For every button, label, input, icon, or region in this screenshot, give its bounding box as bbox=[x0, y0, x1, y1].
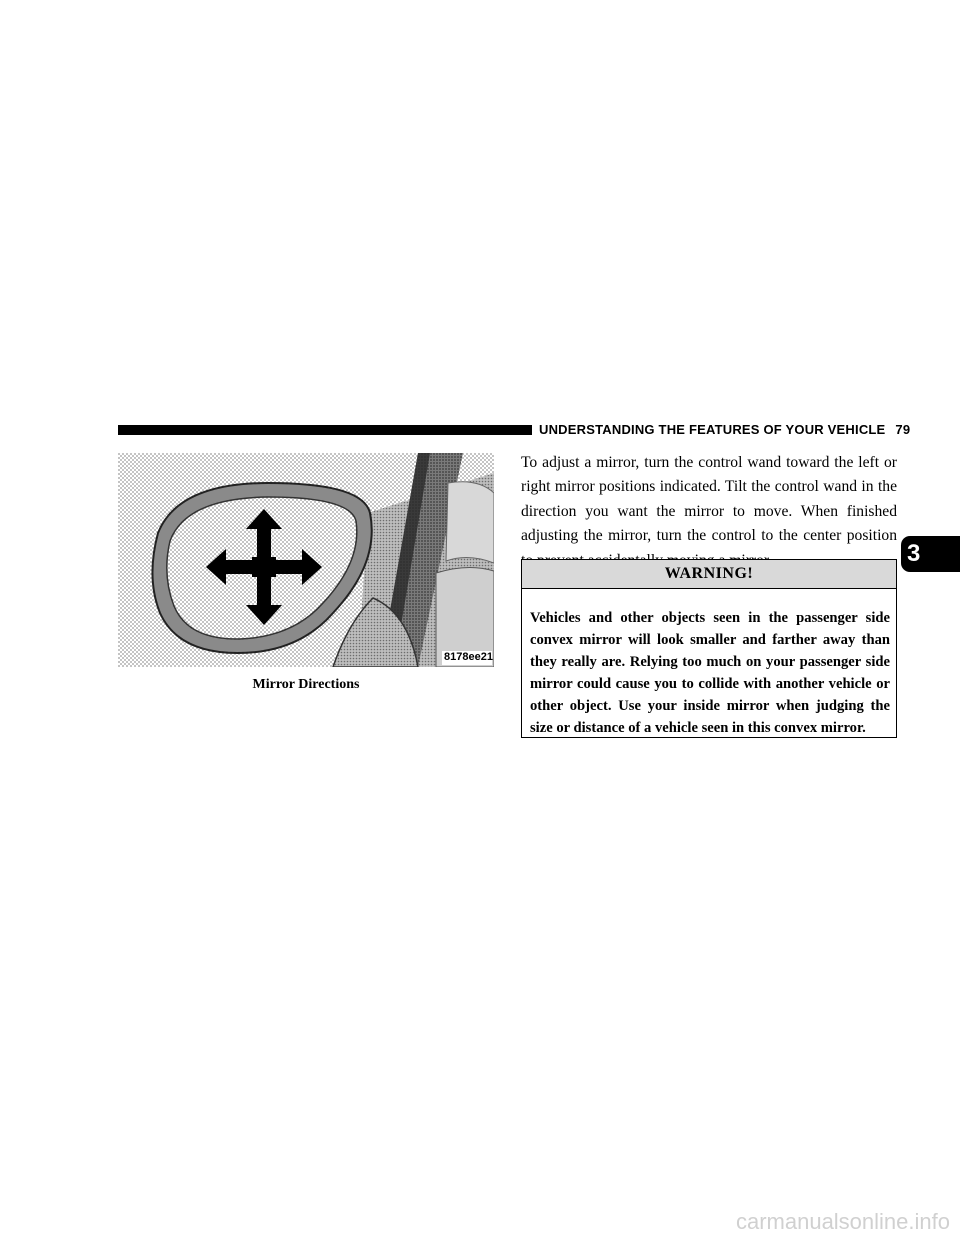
section-title: UNDERSTANDING THE FEATURES OF YOUR VEHICLE bbox=[539, 422, 886, 437]
warning-text: Vehicles and other objects seen in the passenger side convex mirror will look smaller and farther away than they really are. Relying too much on your passenger side mirror could cause you to collide with another vehicle or other object. Use your inside mirror when judging the size or distance of a vehicle seen in this convex mirror. bbox=[530, 610, 890, 736]
watermark: carmanualsonline.info bbox=[735, 1209, 950, 1234]
body-paragraph: To adjust a mirror, turn the control wand toward the left or right mirror positions indicated. Tilt the control wand in the direction you want the mirror to move. When finished adjusting the mirror, turn the control to the center position bbox=[521, 454, 897, 545]
running-header bbox=[539, 421, 910, 439]
mirror-illustration bbox=[118, 453, 494, 667]
warning-box bbox=[521, 559, 897, 738]
warning-title: WARNING! bbox=[522, 560, 896, 589]
figure-code: 8178ee21 bbox=[444, 651, 493, 663]
chapter-tab: 3 bbox=[901, 536, 960, 572]
page-number: 79 bbox=[895, 422, 911, 437]
figure-caption: Mirror Directions bbox=[252, 677, 360, 692]
header-rule bbox=[118, 425, 532, 435]
